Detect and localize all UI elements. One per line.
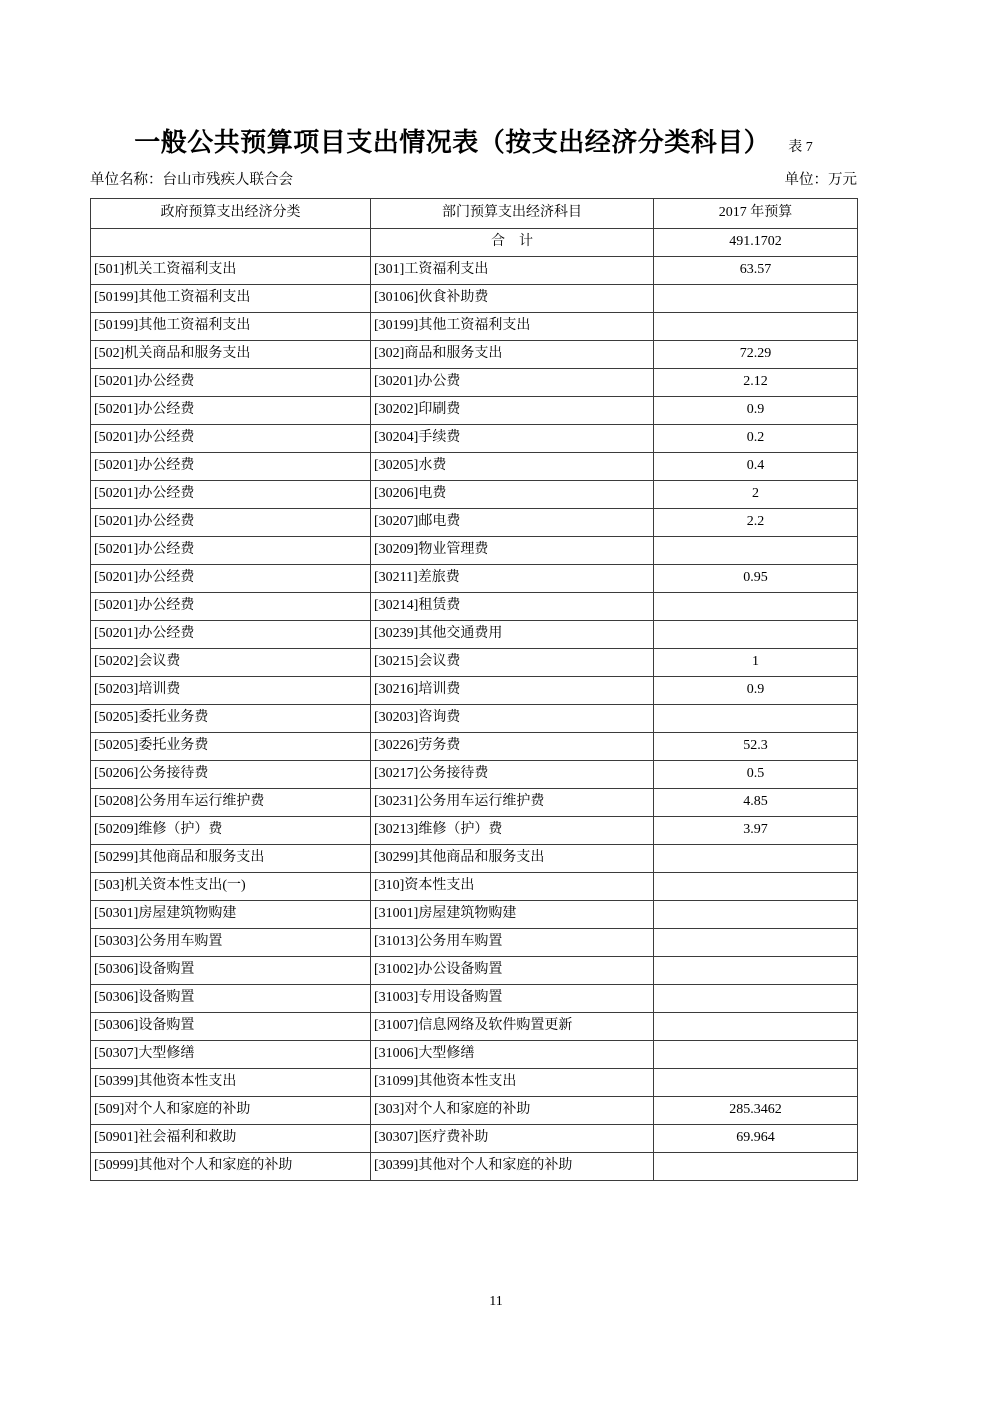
total-label: 合 计	[371, 228, 654, 256]
col-header-dept-classification: 部门预算支出经济科目	[371, 198, 654, 228]
gov-category-cell: [50306]设备购置	[91, 984, 371, 1012]
budget-value-cell: 0.9	[654, 396, 858, 424]
budget-value-cell: 285.3462	[654, 1096, 858, 1124]
dept-category-cell: [31013]公务用车购置	[371, 928, 654, 956]
budget-value-cell	[654, 1152, 858, 1180]
gov-category-cell: [50203]培训费	[91, 676, 371, 704]
budget-value-cell: 0.2	[654, 424, 858, 452]
budget-value-cell	[654, 984, 858, 1012]
table-row	[91, 620, 858, 648]
dept-category-cell: [30217]公务接待费	[371, 760, 654, 788]
table-row	[91, 1040, 858, 1068]
table-row	[91, 396, 858, 424]
title-row	[90, 128, 857, 158]
table-row	[91, 844, 858, 872]
gov-category-cell: [50201]办公经费	[91, 536, 371, 564]
table-row	[91, 732, 858, 760]
gov-category-cell: [50205]委托业务费	[91, 704, 371, 732]
table-row	[91, 760, 858, 788]
unit-name-label: 单位名称：台山市残疾人联合会	[90, 171, 293, 188]
dept-category-cell: [31099]其他资本性支出	[371, 1068, 654, 1096]
budget-value-cell	[654, 956, 858, 984]
gov-category-cell: [50306]设备购置	[91, 1012, 371, 1040]
dept-category-cell: [31001]房屋建筑物购建	[371, 900, 654, 928]
dept-category-cell: [30215]会议费	[371, 648, 654, 676]
budget-value-cell	[654, 312, 858, 340]
table-row	[91, 368, 858, 396]
dept-category-cell: [30231]公务用车运行维护费	[371, 788, 654, 816]
budget-table	[90, 198, 858, 1181]
gov-category-cell: [50201]办公经费	[91, 508, 371, 536]
gov-category-cell: [50202]会议费	[91, 648, 371, 676]
table-row	[91, 340, 858, 368]
col-header-budget-2017: 2017 年预算	[654, 198, 858, 228]
page-title: 一般公共预算项目支出情况表（按支出经济分类科目）	[134, 127, 771, 157]
gov-category-cell: [50306]设备购置	[91, 956, 371, 984]
gov-category-cell: [50201]办公经费	[91, 564, 371, 592]
meta-row	[90, 173, 857, 189]
gov-category-cell: [502]机关商品和服务支出	[91, 340, 371, 368]
gov-category-cell: [50206]公务接待费	[91, 760, 371, 788]
dept-category-cell: [30209]物业管理费	[371, 536, 654, 564]
budget-value-cell: 72.29	[654, 340, 858, 368]
dept-category-cell: [30211]差旅费	[371, 564, 654, 592]
gov-category-cell: [50201]办公经费	[91, 480, 371, 508]
table-row	[91, 1012, 858, 1040]
gov-category-cell: [50301]房屋建筑物购建	[91, 900, 371, 928]
dept-category-cell: [30203]咨询费	[371, 704, 654, 732]
table-row	[91, 648, 858, 676]
table-row	[91, 592, 858, 620]
gov-category-cell: [509]对个人和家庭的补助	[91, 1096, 371, 1124]
dept-category-cell: [30239]其他交通费用	[371, 620, 654, 648]
dept-category-cell: [30206]电费	[371, 480, 654, 508]
gov-category-cell: [50209]维修（护）费	[91, 816, 371, 844]
table-number-label: 表 7	[788, 140, 813, 155]
table-row	[91, 256, 858, 284]
dept-category-cell: [302]商品和服务支出	[371, 340, 654, 368]
budget-value-cell	[654, 1068, 858, 1096]
dept-category-cell: [303]对个人和家庭的补助	[371, 1096, 654, 1124]
dept-category-cell: [31003]专用设备购置	[371, 984, 654, 1012]
budget-value-cell	[654, 284, 858, 312]
table-row	[91, 816, 858, 844]
table-row	[91, 452, 858, 480]
table-row	[91, 1096, 858, 1124]
dept-category-cell: [30205]水费	[371, 452, 654, 480]
gov-category-cell: [50201]办公经费	[91, 592, 371, 620]
table-row	[91, 284, 858, 312]
table-row	[91, 312, 858, 340]
table-row	[91, 900, 858, 928]
gov-category-cell: [503]机关资本性支出(一)	[91, 872, 371, 900]
dept-category-cell: [30213]维修（护）费	[371, 816, 654, 844]
gov-category-cell: [50999]其他对个人和家庭的补助	[91, 1152, 371, 1180]
document-content	[90, 128, 857, 1181]
dept-category-cell: [30207]邮电费	[371, 508, 654, 536]
budget-value-cell	[654, 704, 858, 732]
budget-value-cell: 2.2	[654, 508, 858, 536]
table-header-row	[91, 198, 858, 228]
dept-category-cell: [31006]大型修缮	[371, 1040, 654, 1068]
gov-category-cell: [50201]办公经费	[91, 396, 371, 424]
dept-category-cell: [31002]办公设备购置	[371, 956, 654, 984]
table-row	[91, 564, 858, 592]
total-row	[91, 228, 858, 256]
budget-value-cell: 0.4	[654, 452, 858, 480]
budget-value-cell	[654, 620, 858, 648]
budget-value-cell: 52.3	[654, 732, 858, 760]
gov-category-cell: [50303]公务用车购置	[91, 928, 371, 956]
table-row	[91, 1152, 858, 1180]
gov-category-cell: [50307]大型修缮	[91, 1040, 371, 1068]
gov-category-cell: [50201]办公经费	[91, 452, 371, 480]
gov-category-cell: [50205]委托业务费	[91, 732, 371, 760]
table-row	[91, 508, 858, 536]
col-header-gov-classification: 政府预算支出经济分类	[91, 198, 371, 228]
table-row	[91, 676, 858, 704]
dept-category-cell: [30204]手续费	[371, 424, 654, 452]
gov-category-cell: [50201]办公经费	[91, 368, 371, 396]
page-number: 11	[489, 1294, 503, 1309]
budget-value-cell: 4.85	[654, 788, 858, 816]
table-row	[91, 928, 858, 956]
budget-value-cell	[654, 1040, 858, 1068]
dept-category-cell: [30399]其他对个人和家庭的补助	[371, 1152, 654, 1180]
table-row	[91, 1068, 858, 1096]
dept-category-cell: [30106]伙食补助费	[371, 284, 654, 312]
budget-value-cell: 0.5	[654, 760, 858, 788]
gov-category-cell: [501]机关工资福利支出	[91, 256, 371, 284]
unit-of-measure-label: 单位：万元	[784, 171, 857, 188]
budget-value-cell: 3.97	[654, 816, 858, 844]
dept-category-cell: [30201]办公费	[371, 368, 654, 396]
budget-value-cell	[654, 872, 858, 900]
dept-category-cell: [301]工资福利支出	[371, 256, 654, 284]
budget-value-cell: 63.57	[654, 256, 858, 284]
gov-category-cell: [50201]办公经费	[91, 620, 371, 648]
table-row	[91, 984, 858, 1012]
table-row	[91, 704, 858, 732]
total-gov-cell-empty	[91, 228, 371, 256]
budget-value-cell: 1	[654, 648, 858, 676]
table-row	[91, 536, 858, 564]
total-value: 491.1702	[654, 228, 858, 256]
table-row	[91, 872, 858, 900]
dept-category-cell: [30202]印刷费	[371, 396, 654, 424]
dept-category-cell: [31007]信息网络及软件购置更新	[371, 1012, 654, 1040]
dept-category-cell: [30214]租赁费	[371, 592, 654, 620]
gov-category-cell: [50399]其他资本性支出	[91, 1068, 371, 1096]
dept-category-cell: [310]资本性支出	[371, 872, 654, 900]
budget-value-cell	[654, 1012, 858, 1040]
gov-category-cell: [50199]其他工资福利支出	[91, 284, 371, 312]
dept-category-cell: [30226]劳务费	[371, 732, 654, 760]
table-row	[91, 480, 858, 508]
table-row	[91, 788, 858, 816]
table-row	[91, 1124, 858, 1152]
budget-value-cell	[654, 844, 858, 872]
budget-value-cell	[654, 900, 858, 928]
dept-category-cell: [30299]其他商品和服务支出	[371, 844, 654, 872]
budget-value-cell: 69.964	[654, 1124, 858, 1152]
table-row	[91, 956, 858, 984]
dept-category-cell: [30199]其他工资福利支出	[371, 312, 654, 340]
table-row	[91, 424, 858, 452]
gov-category-cell: [50901]社会福利和救助	[91, 1124, 371, 1152]
budget-value-cell: 2	[654, 480, 858, 508]
budget-value-cell	[654, 536, 858, 564]
dept-category-cell: [30216]培训费	[371, 676, 654, 704]
gov-category-cell: [50208]公务用车运行维护费	[91, 788, 371, 816]
gov-category-cell: [50201]办公经费	[91, 424, 371, 452]
dept-category-cell: [30307]医疗费补助	[371, 1124, 654, 1152]
budget-value-cell: 0.95	[654, 564, 858, 592]
budget-value-cell: 0.9	[654, 676, 858, 704]
gov-category-cell: [50299]其他商品和服务支出	[91, 844, 371, 872]
budget-value-cell	[654, 592, 858, 620]
gov-category-cell: [50199]其他工资福利支出	[91, 312, 371, 340]
budget-value-cell	[654, 928, 858, 956]
budget-value-cell: 2.12	[654, 368, 858, 396]
